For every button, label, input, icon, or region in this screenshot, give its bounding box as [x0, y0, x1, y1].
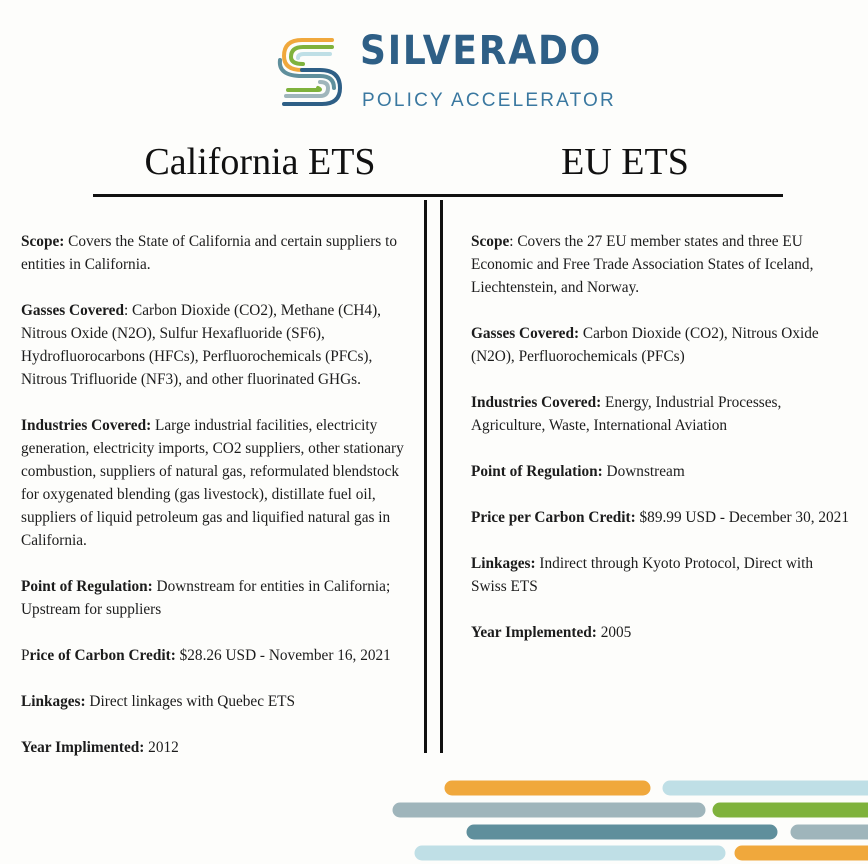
- ca-scope: Scope: Covers the State of California and certain suppliers to entities in California.: [21, 233, 397, 273]
- logo-tagline: POLICY ACCELERATOR: [362, 90, 616, 111]
- ca-gasses-covered: Gasses Covered: Carbon Dioxide (CO2), Methane (CH4), Nitrous Oxide (N2O), Sulfur Hexafluoride (SF6), Hydrofluorocarbons (HFCs), Perfluorochemicals (PFCs), Nitrous Trifluoride (NF3), and other fluorinated GHGs.: [21, 302, 381, 388]
- logo-name: SILVERADO: [360, 28, 603, 74]
- header-divider: [93, 194, 783, 197]
- column-divider-left: [424, 200, 427, 753]
- eu-scope: Scope: Covers the 27 EU member states and three EU Economic and Free Trade Association States of Iceland, Liechtenstein, and Norway.: [471, 233, 814, 296]
- ca-price-of-carbon-credit: Price of Carbon Credit: $28.26 USD - November 16, 2021: [21, 647, 391, 664]
- silverado-s-mark-icon: [272, 30, 352, 110]
- eu-gasses-covered: Gasses Covered: Carbon Dioxide (CO2), Nitrous Oxide (N2O), Perfluorochemicals (PFCs): [471, 325, 819, 365]
- eu-ets-details: [471, 230, 851, 667]
- ca-year-implemented: Year Implimented: 2012: [21, 739, 179, 756]
- california-ets-title: California ETS: [144, 141, 376, 183]
- california-ets-details: [21, 230, 406, 782]
- logo: [272, 26, 616, 116]
- eu-price-per-carbon-credit: Price per Carbon Credit: $89.99 USD - December 30, 2021: [471, 509, 849, 526]
- eu-point-of-regulation: Point of Regulation: Downstream: [471, 463, 685, 480]
- eu-ets-title: EU ETS: [561, 141, 689, 183]
- eu-industries-covered: Industries Covered: Energy, Industrial Processes, Agriculture, Waste, International Aviation: [471, 394, 782, 434]
- column-divider-right: [440, 200, 443, 753]
- ca-point-of-regulation: Point of Regulation: Downstream for entities in California; Upstream for suppliers: [21, 578, 391, 618]
- eu-year-implemented: Year Implemented: 2005: [471, 624, 632, 641]
- ca-industries-covered: Industries Covered: Large industrial facilities, electricity generation, electricity imports, CO2 suppliers, other stationary combustion, suppliers of natural gas, reformulated blendstock for oxygenated blending (gas livestock), distillate fuel oil, suppliers of liquid petroleum gas and liquified natural gas in California.: [21, 417, 404, 549]
- eu-linkages: Linkages: Indirect through Kyoto Protocol, Direct with Swiss ETS: [471, 555, 814, 595]
- ca-linkages: Linkages: Direct linkages with Quebec ETS: [21, 693, 296, 710]
